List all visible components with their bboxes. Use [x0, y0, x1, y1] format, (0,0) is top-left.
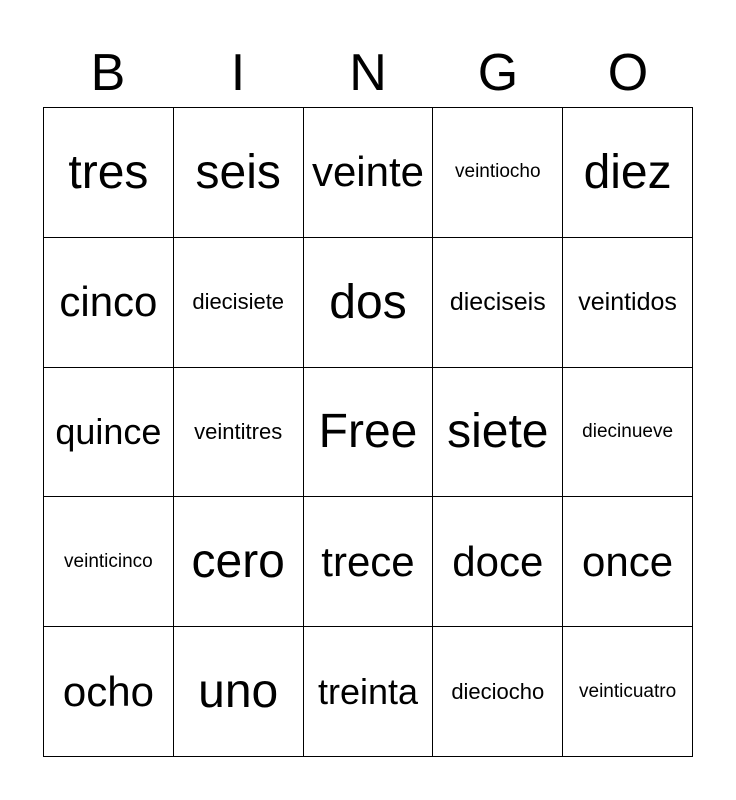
- header-letter-g: G: [477, 44, 519, 102]
- bingo-cell: veinticuatro: [563, 627, 693, 757]
- bingo-cell: dos: [304, 238, 434, 368]
- header-letter-i: I: [230, 44, 246, 102]
- bingo-cell: trece: [304, 497, 434, 627]
- bingo-header: [43, 40, 693, 106]
- bingo-cell: dieciseis: [433, 238, 563, 368]
- bingo-cell: diecisiete: [174, 238, 304, 368]
- bingo-card-grid: [43, 107, 693, 757]
- bingo-cell: tres: [44, 108, 174, 238]
- bingo-cell: doce: [433, 497, 563, 627]
- bingo-cell: dieciocho: [433, 627, 563, 757]
- bingo-cell: once: [563, 497, 693, 627]
- bingo-cell: veinte: [304, 108, 434, 238]
- bingo-free-space: Free: [304, 368, 434, 498]
- bingo-cell: uno: [174, 627, 304, 757]
- bingo-cell: veintitres: [174, 368, 304, 498]
- bingo-cell: siete: [433, 368, 563, 498]
- bingo-cell: cero: [174, 497, 304, 627]
- header-letter-o: O: [607, 44, 649, 102]
- bingo-cell: cinco: [44, 238, 174, 368]
- header-letter-n: N: [349, 44, 387, 102]
- bingo-cell: ocho: [44, 627, 174, 757]
- bingo-cell: diecinueve: [563, 368, 693, 498]
- header-letter-b: B: [90, 44, 126, 102]
- bingo-cell: veintidos: [563, 238, 693, 368]
- bingo-cell: diez: [563, 108, 693, 238]
- bingo-cell: seis: [174, 108, 304, 238]
- bingo-cell: veinticinco: [44, 497, 174, 627]
- bingo-cell: treinta: [304, 627, 434, 757]
- bingo-cell: quince: [44, 368, 174, 498]
- bingo-cell: veintiocho: [433, 108, 563, 238]
